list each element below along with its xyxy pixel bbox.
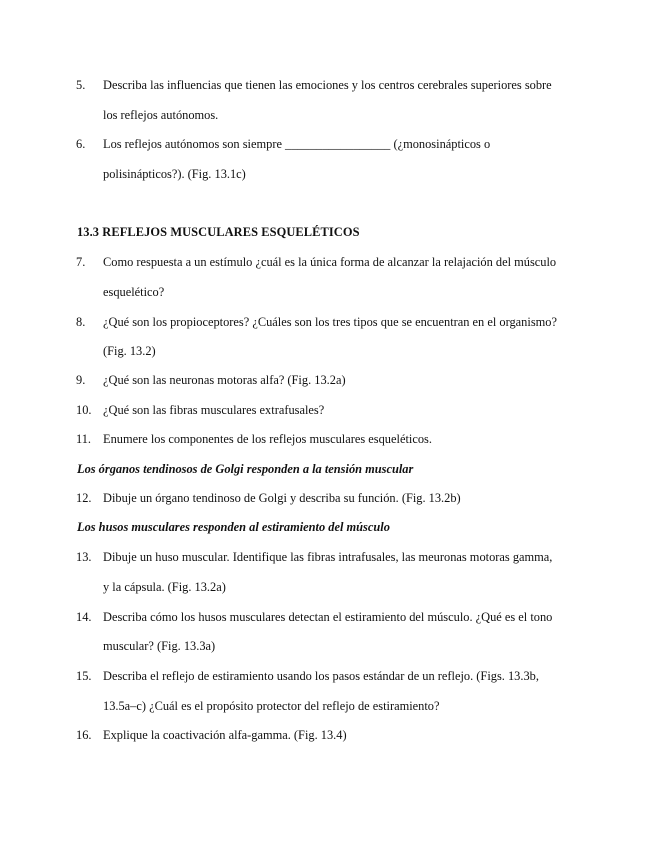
question-number: 5. [76,78,86,92]
question-number: 16. [76,728,92,742]
question-text-line: muscular? (Fig. 13.3a) [103,639,216,653]
question-text-line: ¿Qué son los propioceptores? ¿Cuáles son los tres tipos que se encuentran en el organismo? [103,315,557,329]
question-text-line: Enumere los componentes de los reflejos musculares esqueléticos. [103,432,432,446]
question-text-line: esquelético? [103,285,165,299]
question-number: 13. [76,550,92,564]
question-text-line: polisinápticos?). (Fig. 13.1c) [103,167,246,181]
question-text-line: Los reflejos autónomos son siempre _________________ (¿monosinápticos o [103,137,491,151]
subheading-husos: Los husos musculares responden al estiramiento del músculo [77,520,390,534]
question-number: 9. [76,373,86,387]
question-text-line: Explique la coactivación alfa-gamma. (Fig. 13.4) [103,728,347,742]
question-text-line: ¿Qué son las neuronas motoras alfa? (Fig. 13.2a) [103,373,346,387]
question-text-line: Describa las influencias que tienen las emociones y los centros cerebrales superiores sobre [103,78,552,92]
question-text-line: y la cápsula. (Fig. 13.2a) [103,580,226,594]
question-number: 12. [76,491,92,505]
section-heading: 13.3 REFLEJOS MUSCULARES ESQUELÉTICOS [77,225,360,239]
question-text-line: ¿Qué son las fibras musculares extrafusales? [103,403,325,417]
question-text-line: 13.5a–c) ¿Cuál es el propósito protector del reflejo de estiramiento? [103,699,440,713]
question-number: 8. [76,315,86,329]
question-number: 10. [76,403,92,417]
question-number: 11. [76,432,92,446]
question-number: 15. [76,669,92,683]
question-number: 14. [76,610,92,624]
question-text-line: Como respuesta a un estímulo ¿cuál es la única forma de alcanzar la relajación del músculo [103,255,557,269]
question-text-line: Dibuje un huso muscular. Identifique las fibras intrafusales, las meuronas motoras gamma, [103,550,553,564]
question-text-line: los reflejos autónomos. [103,108,219,122]
question-text-line: (Fig. 13.2) [103,344,156,358]
subheading-golgi: Los órganos tendinosos de Golgi responden a la tensión muscular [77,462,414,476]
question-number: 6. [76,137,86,151]
question-text-line: Dibuje un órgano tendinoso de Golgi y describa su función. (Fig. 13.2b) [103,491,461,505]
question-text-line: Describa el reflejo de estiramiento usando los pasos estándar de un reflejo. (Figs. 13.3b, [103,669,539,683]
question-number: 7. [76,255,86,269]
question-text-line: Describa cómo los husos musculares detectan el estiramiento del músculo. ¿Qué es el tono [103,610,553,624]
